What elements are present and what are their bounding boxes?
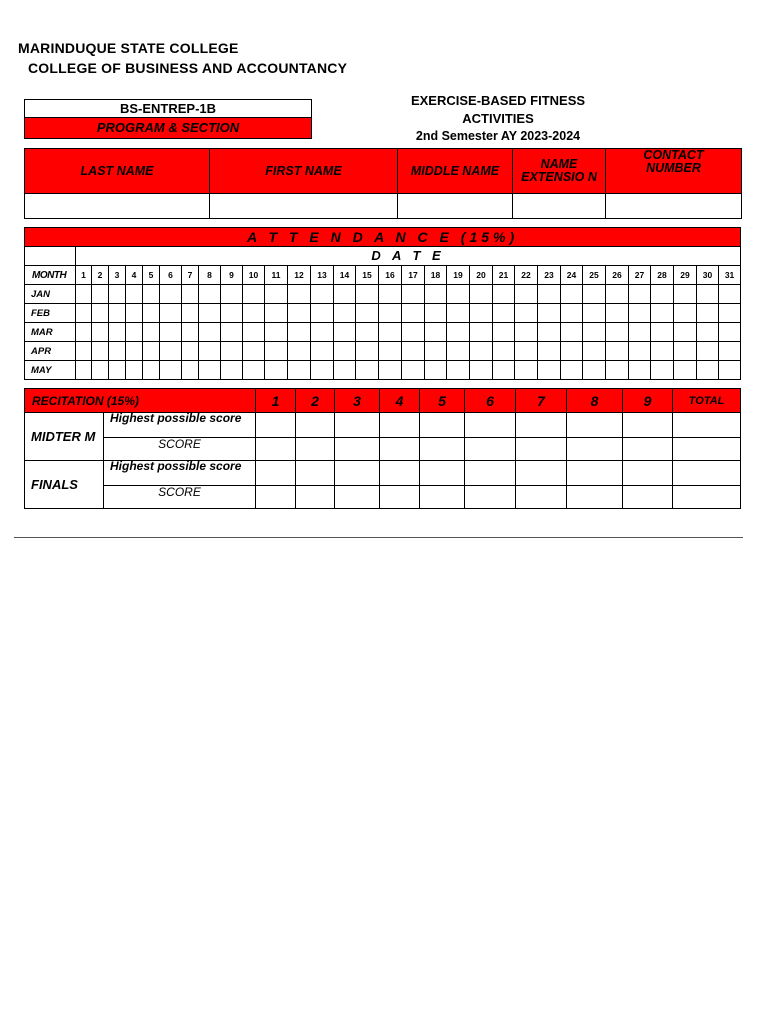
page-divider — [14, 537, 743, 538]
header-middle-name: MIDDLE NAME — [398, 149, 513, 194]
day-header: 10 — [243, 266, 265, 285]
day-header: 22 — [515, 266, 538, 285]
day-header: 25 — [583, 266, 606, 285]
attendance-cell[interactable] — [674, 342, 697, 361]
attendance-cell[interactable] — [402, 285, 425, 304]
recitation-number: 2 — [296, 389, 335, 413]
recitation-number: 8 — [567, 389, 623, 413]
attendance-cell[interactable] — [76, 361, 92, 380]
attendance-cell[interactable] — [265, 285, 288, 304]
recitation-number: 6 — [465, 389, 516, 413]
attendance-cell[interactable] — [356, 361, 379, 380]
attendance-cell[interactable] — [515, 285, 538, 304]
score-cell[interactable] — [623, 461, 673, 486]
attendance-cell[interactable] — [719, 304, 741, 323]
attendance-cell[interactable] — [379, 342, 402, 361]
recitation-number: 7 — [516, 389, 567, 413]
activity-title: EXERCISE-BASED FITNESS ACTIVITIES — [410, 93, 586, 126]
month-name: MAR — [25, 323, 76, 342]
attendance-cell[interactable] — [583, 285, 606, 304]
attendance-cell[interactable] — [425, 323, 447, 342]
attendance-cell[interactable] — [265, 361, 288, 380]
score-cell[interactable] — [420, 413, 465, 438]
score-cell[interactable] — [567, 461, 623, 486]
attendance-cell[interactable] — [143, 342, 160, 361]
attendance-cell[interactable] — [265, 323, 288, 342]
attendance-cell[interactable] — [674, 304, 697, 323]
score-cell[interactable] — [335, 438, 380, 461]
attendance-cell[interactable] — [674, 285, 697, 304]
attendance-cell[interactable] — [606, 361, 629, 380]
attendance-cell[interactable] — [470, 323, 493, 342]
attendance-cell[interactable] — [199, 285, 221, 304]
attendance-cell[interactable] — [651, 342, 674, 361]
attendance-cell[interactable] — [311, 361, 334, 380]
attendance-cell[interactable] — [143, 285, 160, 304]
attendance-cell[interactable] — [243, 304, 265, 323]
attendance-cell[interactable] — [182, 323, 199, 342]
attendance-cell[interactable] — [515, 323, 538, 342]
attendance-cell[interactable] — [674, 323, 697, 342]
attendance-cell[interactable] — [470, 342, 493, 361]
attendance-cell[interactable] — [76, 342, 92, 361]
score-cell[interactable] — [256, 486, 296, 509]
attendance-cell[interactable] — [76, 285, 92, 304]
attendance-cell[interactable] — [561, 285, 583, 304]
attendance-cell[interactable] — [265, 342, 288, 361]
attendance-cell[interactable] — [311, 342, 334, 361]
attendance-cell[interactable] — [109, 361, 126, 380]
attendance-cell[interactable] — [561, 361, 583, 380]
header-contact-number: CONTACT NUMBER — [606, 149, 742, 194]
total-cell[interactable] — [673, 438, 741, 461]
attendance-cell[interactable] — [109, 342, 126, 361]
attendance-cell[interactable] — [182, 304, 199, 323]
attendance-cell[interactable] — [447, 304, 470, 323]
score-cell[interactable] — [335, 461, 380, 486]
recitation-header-row — [25, 389, 741, 413]
attendance-cell[interactable] — [651, 361, 674, 380]
month-name: MAY — [25, 361, 76, 380]
day-header: 7 — [182, 266, 199, 285]
attendance-cell[interactable] — [143, 304, 160, 323]
attendance-cell[interactable] — [493, 304, 515, 323]
date-spacer — [25, 247, 76, 266]
attendance-cell[interactable] — [76, 304, 92, 323]
day-header: 29 — [674, 266, 697, 285]
attendance-cell[interactable] — [126, 361, 143, 380]
recitation-title: RECITATION (15%) — [25, 389, 256, 413]
attendance-cell[interactable] — [334, 361, 356, 380]
program-section-value[interactable]: BS-ENTREP-1B — [25, 100, 311, 118]
attendance-cell[interactable] — [538, 323, 561, 342]
score-cell[interactable] — [296, 438, 335, 461]
score-cell[interactable] — [623, 438, 673, 461]
day-header: 9 — [221, 266, 243, 285]
midterm-score-label: SCORE — [104, 438, 256, 461]
attendance-cell[interactable] — [199, 361, 221, 380]
attendance-cell[interactable] — [311, 285, 334, 304]
attendance-cell[interactable] — [126, 323, 143, 342]
header-last-name: LAST NAME — [25, 149, 210, 194]
day-header: 16 — [379, 266, 402, 285]
attendance-cell[interactable] — [447, 342, 470, 361]
day-header: 3 — [109, 266, 126, 285]
attendance-cell[interactable] — [356, 304, 379, 323]
day-header: 5 — [143, 266, 160, 285]
attendance-cell[interactable] — [538, 342, 561, 361]
attendance-cell[interactable] — [402, 304, 425, 323]
attendance-cell[interactable] — [697, 323, 719, 342]
score-cell[interactable] — [380, 413, 420, 438]
score-cell[interactable] — [296, 461, 335, 486]
total-cell[interactable] — [673, 413, 741, 438]
day-header: 31 — [719, 266, 741, 285]
day-header: 30 — [697, 266, 719, 285]
day-header: 8 — [199, 266, 221, 285]
attendance-cell[interactable] — [182, 342, 199, 361]
attendance-cell[interactable] — [92, 323, 109, 342]
month-name: APR — [25, 342, 76, 361]
attendance-cell[interactable] — [425, 361, 447, 380]
attendance-cell[interactable] — [561, 342, 583, 361]
attendance-cell[interactable] — [402, 323, 425, 342]
header-first-name: FIRST NAME — [210, 149, 398, 194]
day-header: 20 — [470, 266, 493, 285]
total-cell[interactable] — [673, 461, 741, 486]
attendance-cell[interactable] — [288, 304, 311, 323]
attendance-cell[interactable] — [583, 361, 606, 380]
attendance-cell[interactable] — [109, 285, 126, 304]
score-cell[interactable] — [567, 413, 623, 438]
recitation-number: 4 — [380, 389, 420, 413]
attendance-cell[interactable] — [493, 342, 515, 361]
semester-label: 2nd Semester AY 2023-2024 — [415, 129, 581, 143]
attendance-cell[interactable] — [76, 323, 92, 342]
attendance-table — [24, 227, 741, 380]
attendance-cell[interactable] — [425, 285, 447, 304]
attendance-cell[interactable] — [288, 342, 311, 361]
attendance-cell[interactable] — [160, 323, 182, 342]
attendance-cell[interactable] — [243, 323, 265, 342]
day-header: 4 — [126, 266, 143, 285]
attendance-cell[interactable] — [334, 285, 356, 304]
college-name: COLLEGE OF BUSINESS AND ACCOUNTANCY — [28, 60, 348, 76]
program-section-label: PROGRAM & SECTION — [25, 118, 311, 138]
attendance-cell[interactable] — [425, 304, 447, 323]
attendance-cell[interactable] — [356, 323, 379, 342]
score-cell[interactable] — [465, 486, 516, 509]
attendance-cell[interactable] — [515, 361, 538, 380]
attendance-cell[interactable] — [199, 304, 221, 323]
attendance-cell[interactable] — [629, 361, 651, 380]
attendance-cell[interactable] — [243, 361, 265, 380]
date-label: D A T E — [76, 247, 741, 266]
attendance-cell[interactable] — [651, 323, 674, 342]
attendance-cell[interactable] — [160, 304, 182, 323]
finals-score-row — [25, 486, 741, 509]
attendance-cell[interactable] — [561, 304, 583, 323]
student-info-input-row — [25, 194, 742, 219]
finals-label: FINALS — [25, 461, 104, 509]
attendance-cell[interactable] — [538, 304, 561, 323]
attendance-cell[interactable] — [379, 361, 402, 380]
score-cell[interactable] — [256, 438, 296, 461]
attendance-cell[interactable] — [583, 304, 606, 323]
attendance-cell[interactable] — [606, 285, 629, 304]
attendance-cell[interactable] — [92, 342, 109, 361]
attendance-cell[interactable] — [697, 285, 719, 304]
attendance-cell[interactable] — [493, 285, 515, 304]
score-cell[interactable] — [623, 486, 673, 509]
attendance-cell[interactable] — [221, 285, 243, 304]
score-cell[interactable] — [335, 413, 380, 438]
finals-score-label: SCORE — [104, 486, 256, 509]
attendance-cell[interactable] — [470, 304, 493, 323]
attendance-cell[interactable] — [334, 323, 356, 342]
attendance-cell[interactable] — [92, 361, 109, 380]
attendance-cell[interactable] — [92, 304, 109, 323]
attendance-cell[interactable] — [583, 323, 606, 342]
recitation-table — [24, 388, 741, 509]
attendance-cell[interactable] — [160, 285, 182, 304]
day-header: 24 — [561, 266, 583, 285]
attendance-cell[interactable] — [356, 342, 379, 361]
day-header: 17 — [402, 266, 425, 285]
header-name-extension: NAME EXTENSIO N — [513, 149, 606, 194]
attendance-row — [25, 304, 741, 323]
attendance-cell[interactable] — [719, 342, 741, 361]
attendance-cell[interactable] — [719, 361, 741, 380]
finals-hps-row — [25, 461, 741, 486]
midterm-hps-row — [25, 413, 741, 438]
attendance-cell[interactable] — [561, 323, 583, 342]
attendance-cell[interactable] — [221, 361, 243, 380]
attendance-cell[interactable] — [356, 285, 379, 304]
attendance-cell[interactable] — [629, 342, 651, 361]
recitation-total-header: TOTAL — [673, 389, 741, 413]
attendance-cell[interactable] — [182, 361, 199, 380]
middle-name-field[interactable] — [398, 194, 513, 219]
midterm-label: MIDTER M — [25, 413, 104, 461]
attendance-cell[interactable] — [515, 342, 538, 361]
attendance-row — [25, 361, 741, 380]
attendance-cell[interactable] — [143, 361, 160, 380]
attendance-cell[interactable] — [379, 323, 402, 342]
attendance-cell[interactable] — [126, 285, 143, 304]
day-header: 21 — [493, 266, 515, 285]
attendance-cell[interactable] — [109, 304, 126, 323]
attendance-cell[interactable] — [629, 323, 651, 342]
day-header: 28 — [651, 266, 674, 285]
attendance-cell[interactable] — [243, 285, 265, 304]
attendance-cell[interactable] — [538, 285, 561, 304]
day-header: 13 — [311, 266, 334, 285]
score-cell[interactable] — [380, 486, 420, 509]
school-name: MARINDUQUE STATE COLLEGE — [18, 40, 239, 56]
score-cell[interactable] — [465, 438, 516, 461]
attendance-cell[interactable] — [447, 361, 470, 380]
attendance-cell[interactable] — [719, 285, 741, 304]
attendance-cell[interactable] — [334, 304, 356, 323]
attendance-cell[interactable] — [288, 361, 311, 380]
attendance-cell[interactable] — [109, 323, 126, 342]
score-cell[interactable] — [465, 461, 516, 486]
finals-highest-label: Highest possible score — [104, 461, 256, 486]
recitation-number: 1 — [256, 389, 296, 413]
attendance-cell[interactable] — [470, 361, 493, 380]
attendance-cell[interactable] — [221, 342, 243, 361]
attendance-cell[interactable] — [265, 304, 288, 323]
attendance-cell[interactable] — [92, 285, 109, 304]
attendance-cell[interactable] — [470, 285, 493, 304]
score-cell[interactable] — [296, 413, 335, 438]
day-header: 2 — [92, 266, 109, 285]
day-header: 23 — [538, 266, 561, 285]
score-cell[interactable] — [465, 413, 516, 438]
score-cell[interactable] — [380, 461, 420, 486]
attendance-cell[interactable] — [311, 304, 334, 323]
total-cell[interactable] — [673, 486, 741, 509]
recitation-number: 9 — [623, 389, 673, 413]
program-section-box — [24, 99, 312, 139]
attendance-cell[interactable] — [493, 323, 515, 342]
student-info-header-row — [25, 149, 742, 194]
attendance-cell[interactable] — [402, 342, 425, 361]
score-cell[interactable] — [335, 486, 380, 509]
score-cell[interactable] — [256, 461, 296, 486]
attendance-cell[interactable] — [651, 285, 674, 304]
score-cell[interactable] — [623, 413, 673, 438]
score-cell[interactable] — [256, 413, 296, 438]
day-header: 15 — [356, 266, 379, 285]
last-name-field[interactable] — [25, 194, 210, 219]
score-cell[interactable] — [567, 486, 623, 509]
attendance-cell[interactable] — [583, 342, 606, 361]
score-cell[interactable] — [516, 438, 567, 461]
score-cell[interactable] — [516, 486, 567, 509]
attendance-row — [25, 342, 741, 361]
attendance-cell[interactable] — [379, 304, 402, 323]
attendance-row — [25, 323, 741, 342]
score-cell[interactable] — [516, 461, 567, 486]
name-extension-field[interactable] — [513, 194, 606, 219]
first-name-field[interactable] — [210, 194, 398, 219]
attendance-cell[interactable] — [515, 304, 538, 323]
attendance-title: A T T E N D A N C E (15%) — [25, 228, 741, 247]
attendance-cell[interactable] — [182, 285, 199, 304]
day-header: 27 — [629, 266, 651, 285]
attendance-cell[interactable] — [697, 304, 719, 323]
attendance-cell[interactable] — [160, 342, 182, 361]
attendance-cell[interactable] — [447, 323, 470, 342]
score-cell[interactable] — [420, 438, 465, 461]
score-cell[interactable] — [420, 486, 465, 509]
attendance-cell[interactable] — [311, 323, 334, 342]
attendance-cell[interactable] — [126, 342, 143, 361]
attendance-cell[interactable] — [334, 342, 356, 361]
month-name: JAN — [25, 285, 76, 304]
midterm-score-row — [25, 438, 741, 461]
attendance-cell[interactable] — [606, 323, 629, 342]
month-name: FEB — [25, 304, 76, 323]
attendance-cell[interactable] — [674, 361, 697, 380]
score-cell[interactable] — [420, 461, 465, 486]
attendance-cell[interactable] — [719, 323, 741, 342]
attendance-cell[interactable] — [143, 323, 160, 342]
student-info-table — [24, 148, 742, 219]
attendance-cell[interactable] — [288, 323, 311, 342]
attendance-cell[interactable] — [629, 285, 651, 304]
day-header: 14 — [334, 266, 356, 285]
attendance-cell[interactable] — [199, 342, 221, 361]
attendance-cell[interactable] — [221, 304, 243, 323]
day-header: 6 — [160, 266, 182, 285]
attendance-cell[interactable] — [651, 304, 674, 323]
attendance-cell[interactable] — [379, 285, 402, 304]
day-header: 1 — [76, 266, 92, 285]
attendance-cell[interactable] — [697, 361, 719, 380]
attendance-cell[interactable] — [629, 304, 651, 323]
attendance-cell[interactable] — [493, 361, 515, 380]
day-header: 19 — [447, 266, 470, 285]
attendance-cell[interactable] — [697, 342, 719, 361]
attendance-cell[interactable] — [221, 323, 243, 342]
attendance-row — [25, 285, 741, 304]
attendance-cell[interactable] — [288, 285, 311, 304]
day-header: 18 — [425, 266, 447, 285]
attendance-cell[interactable] — [126, 304, 143, 323]
attendance-cell[interactable] — [402, 361, 425, 380]
score-cell[interactable] — [380, 438, 420, 461]
day-header: 26 — [606, 266, 629, 285]
day-header: 11 — [265, 266, 288, 285]
attendance-cell[interactable] — [606, 304, 629, 323]
midterm-highest-label: Highest possible score — [104, 413, 256, 438]
attendance-cell[interactable] — [425, 342, 447, 361]
contact-number-field[interactable] — [606, 194, 742, 219]
day-header-row — [25, 266, 741, 285]
day-header: 12 — [288, 266, 311, 285]
month-label: MONTH — [25, 266, 76, 285]
attendance-cell[interactable] — [538, 361, 561, 380]
score-cell[interactable] — [567, 438, 623, 461]
recitation-number: 3 — [335, 389, 380, 413]
attendance-cell[interactable] — [199, 323, 221, 342]
attendance-cell[interactable] — [243, 342, 265, 361]
score-cell[interactable] — [516, 413, 567, 438]
attendance-cell[interactable] — [447, 285, 470, 304]
attendance-cell[interactable] — [606, 342, 629, 361]
score-cell[interactable] — [296, 486, 335, 509]
recitation-number: 5 — [420, 389, 465, 413]
attendance-cell[interactable] — [160, 361, 182, 380]
